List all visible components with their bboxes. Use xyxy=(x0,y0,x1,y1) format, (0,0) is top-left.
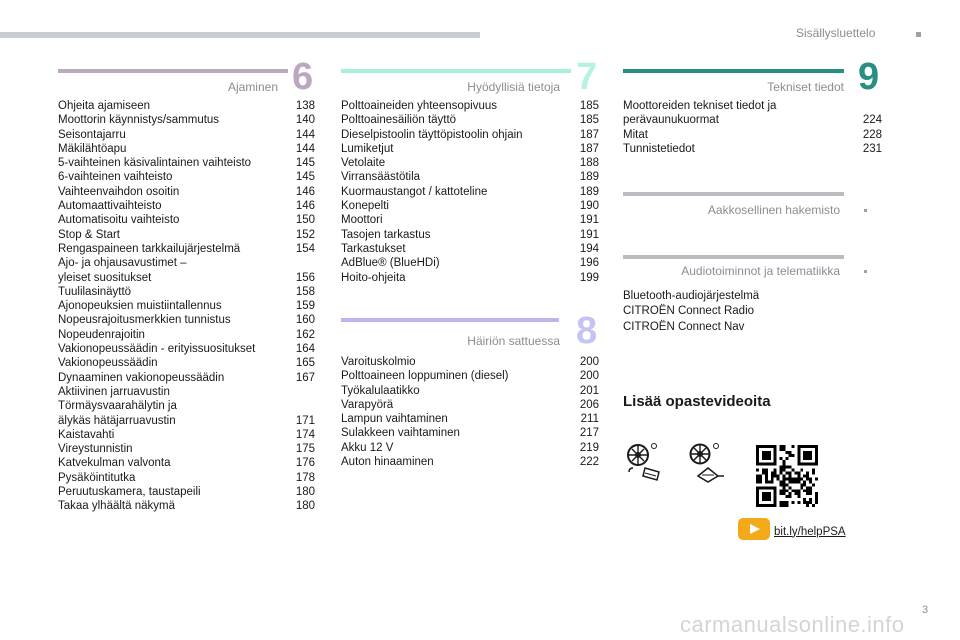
section-8-number: 8 xyxy=(576,310,598,352)
toc-entry-page: 217 xyxy=(579,427,599,440)
toc-entry-page: 187 xyxy=(579,142,599,155)
toc-entry-page: 200 xyxy=(579,370,599,383)
toc-entry-title: Kuormaustangot / kattoteline xyxy=(341,185,488,198)
toc-entry-title: Stop & Start xyxy=(58,228,121,241)
toc-entry-page: 144 xyxy=(295,128,315,141)
toc-entry-title: 6-vaihteinen vaihteisto xyxy=(58,171,173,184)
section-7-title: Hyödyllisiä tietoja xyxy=(467,80,560,94)
toc-entry-page: 191 xyxy=(579,214,599,227)
toc-entry[interactable] xyxy=(341,213,599,227)
audio-marker xyxy=(864,270,867,273)
toc-entry-title: Lumiketjut xyxy=(341,142,394,155)
audio-item: Bluetooth-audiojärjestelmä xyxy=(623,290,760,302)
section-7-toc xyxy=(341,99,599,285)
toc-entry[interactable] xyxy=(58,313,315,327)
toc-entry-title: Rengaspaineen tarkkailujärjestelmä xyxy=(58,242,241,255)
toc-entry-title: Auton hinaaminen xyxy=(341,456,434,469)
section-7-number: 7 xyxy=(576,56,598,98)
toc-entry-title: AdBlue® (BlueHDi) xyxy=(341,257,440,270)
wheel-toolbox-icon xyxy=(625,442,663,489)
toc-entry[interactable] xyxy=(623,128,882,142)
toc-entry-page: 171 xyxy=(295,414,315,427)
toc-entry[interactable] xyxy=(58,242,315,256)
toc-entry-title: Vakionopeussäädin xyxy=(58,357,158,370)
toc-entry[interactable] xyxy=(58,142,315,156)
toc-entry-title: Tunnistetiedot xyxy=(623,142,695,155)
toc-entry-title: Varoituskolmio xyxy=(341,356,416,368)
toc-entry-title: Nopeudenrajoitin xyxy=(58,328,145,341)
toc-entry-page: 228 xyxy=(862,128,882,141)
toc-entry[interactable] xyxy=(58,471,315,485)
section-8-title: Häiriön sattuessa xyxy=(467,334,560,348)
toc-entry-title: Konepelti xyxy=(341,200,389,213)
toc-entry-page: 189 xyxy=(579,171,599,184)
toc-entry[interactable] xyxy=(341,384,599,398)
toc-entry[interactable] xyxy=(341,426,599,440)
toc-entry-title: Vireystunnistin xyxy=(58,443,133,456)
toc-entry[interactable] xyxy=(58,99,315,113)
toc-entry-page: 185 xyxy=(579,114,599,127)
header-bar xyxy=(0,32,480,38)
toc-entry-title: Mitat xyxy=(623,128,648,141)
toc-entry-title: Sulakkeen vaihtaminen xyxy=(341,427,460,440)
toc-entry-page: 175 xyxy=(295,443,315,456)
toc-entry[interactable] xyxy=(341,441,599,455)
toc-entry-page: 188 xyxy=(579,157,599,170)
toc-entry-title: Vetolaite xyxy=(341,157,386,170)
toc-entry[interactable] xyxy=(341,242,599,256)
section-6-number: 6 xyxy=(292,56,314,98)
toc-entry-page: 189 xyxy=(579,185,599,198)
toc-entry-title: Moottorin käynnistys/sammutus xyxy=(58,114,220,127)
toc-entry[interactable] xyxy=(58,199,315,213)
toc-entry[interactable] xyxy=(58,113,315,127)
toc-entry[interactable] xyxy=(58,371,315,385)
toc-entry-title: Dieselpistoolin täyttöpistoolin ohjain xyxy=(341,128,523,141)
toc-entry[interactable] xyxy=(58,156,315,170)
toc-entry-page: 180 xyxy=(295,500,315,513)
toc-entry-page: 150 xyxy=(295,214,315,227)
toc-entry-page: 174 xyxy=(295,428,315,441)
toc-entry[interactable] xyxy=(623,142,882,156)
toc-entry[interactable] xyxy=(341,455,599,469)
video-link[interactable] xyxy=(738,518,846,545)
toc-entry[interactable] xyxy=(341,256,599,270)
toc-entry[interactable] xyxy=(341,185,599,199)
toc-entry[interactable] xyxy=(341,228,599,242)
toc-entry-page: 156 xyxy=(295,271,315,284)
toc-entry-page: 154 xyxy=(295,242,315,255)
toc-entry[interactable] xyxy=(341,199,599,213)
toc-entry-title: Ajonopeuksien muistiintallennus xyxy=(58,300,222,313)
toc-entry-title: Polttoaineen loppuminen (diesel) xyxy=(341,370,509,383)
toc-entry-title: Varapyörä xyxy=(341,398,394,411)
toc-entry[interactable] xyxy=(58,485,315,499)
toc-entry[interactable] xyxy=(58,442,315,456)
page-title: Sisällysluettelo xyxy=(796,26,876,40)
toc-entry[interactable] xyxy=(341,398,599,412)
section-9-number: 9 xyxy=(858,56,880,98)
toc-entry[interactable] xyxy=(341,369,599,383)
audio-list xyxy=(623,289,759,335)
toc-entry[interactable] xyxy=(58,456,315,470)
toc-entry-page: 194 xyxy=(579,242,599,255)
toc-entry-page: 180 xyxy=(295,486,315,499)
toc-entry[interactable] xyxy=(58,213,315,227)
toc-entry-page: 164 xyxy=(295,343,315,356)
toc-entry-title: Hoito-ohjeita xyxy=(341,271,406,284)
toc-entry-title: Mäkilähtöapu xyxy=(58,142,127,155)
toc-entry-title: Vakionopeussäädin - erityissuositukset xyxy=(58,343,256,356)
toc-entry-page: 145 xyxy=(295,171,315,184)
toc-entry-page: 199 xyxy=(579,271,599,284)
audio-item: CITROËN Connect Nav xyxy=(623,320,745,333)
toc-entry[interactable] xyxy=(341,271,599,285)
section-8-bar xyxy=(341,318,559,322)
toc-entry-page: 224 xyxy=(862,114,882,127)
toc-entry-page: 187 xyxy=(579,128,599,141)
toc-entry[interactable] xyxy=(341,113,599,127)
toc-entry-page: 158 xyxy=(295,285,315,298)
header-marker xyxy=(916,32,921,37)
toc-entry[interactable] xyxy=(341,355,599,369)
toc-entry-page: 165 xyxy=(295,357,315,370)
toc-entry-page: 222 xyxy=(579,456,599,469)
toc-entry-title: Automaattivaihteisto xyxy=(58,200,162,213)
toc-entry-page: 201 xyxy=(579,384,599,397)
toc-entry-page: 160 xyxy=(295,314,315,327)
toc-entry-page: 140 xyxy=(295,114,315,127)
toc-entry-title: Polttoainesäiliön täyttö xyxy=(341,114,457,127)
toc-entry[interactable] xyxy=(58,385,315,428)
toc-entry-title: Moottori xyxy=(341,214,383,227)
toc-entry-page: 211 xyxy=(580,413,599,426)
toc-entry[interactable] xyxy=(58,285,315,299)
toc-entry-title: Kaistavahti xyxy=(58,428,115,441)
index-marker xyxy=(864,209,867,212)
toc-entry-page: 185 xyxy=(579,100,599,112)
toc-entry[interactable] xyxy=(58,342,315,356)
toc-entry-title: Tasojen tarkastus xyxy=(341,228,431,241)
qr-code-icon xyxy=(756,445,818,512)
toc-entry-title: Seisontajarru xyxy=(58,128,126,141)
toc-entry-title: Aktiivinen jarruavustin Törmäysvaarahälytin ja älykäs hätäjarruavustin xyxy=(58,385,177,427)
toc-entry[interactable] xyxy=(58,185,315,199)
toc-entry[interactable] xyxy=(58,428,315,442)
toc-entry-title: Polttoaineiden yhteensopivuus xyxy=(341,100,498,112)
toc-entry-title: Automatisoitu vaihteisto xyxy=(58,214,180,227)
toc-entry[interactable] xyxy=(623,99,882,128)
toc-entry[interactable] xyxy=(341,156,599,170)
section-9-bar xyxy=(623,69,844,73)
toc-entry-title: Takaa ylhäältä näkymä xyxy=(58,500,175,513)
toc-entry-page: 145 xyxy=(295,157,315,170)
toc-entry-title: Katvekulman valvonta xyxy=(58,457,171,470)
toc-entry-title: Dynaaminen vakionopeussäädin xyxy=(58,371,225,384)
section-6-title: Ajaminen xyxy=(227,80,278,94)
wheel-jack-icon xyxy=(688,442,726,489)
toc-entry[interactable] xyxy=(58,228,315,242)
toc-entry-page: 190 xyxy=(579,200,599,213)
toc-entry-title: Nopeusrajoitusmerkkien tunnistus xyxy=(58,314,231,327)
toc-entry[interactable] xyxy=(341,412,599,426)
toc-entry[interactable] xyxy=(58,299,315,313)
section-6-toc xyxy=(58,99,315,514)
toc-entry-title: Tarkastukset xyxy=(341,242,406,255)
section-6-bar xyxy=(58,69,288,73)
toc-entry-page: 196 xyxy=(579,257,599,270)
toc-entry[interactable] xyxy=(341,142,599,156)
toc-entry-page: 219 xyxy=(579,441,599,454)
page-number: 3 xyxy=(922,604,929,616)
toc-entry-title: Ohjeita ajamiseen xyxy=(58,100,151,112)
toc-entry-page: 162 xyxy=(295,328,315,341)
toc-entry-title: Lampun vaihtaminen xyxy=(341,413,448,426)
toc-entry-page: 138 xyxy=(295,100,315,112)
youtube-icon xyxy=(738,518,770,545)
toc-entry-page: 152 xyxy=(295,228,315,241)
section-9-toc xyxy=(623,99,882,156)
toc-entry-page: 146 xyxy=(295,200,315,213)
toc-entry-title: 5-vaihteinen käsivalintainen vaihteisto xyxy=(58,157,252,170)
toc-entry[interactable] xyxy=(341,170,599,184)
toc-entry-title: Pysäköintitutka xyxy=(58,471,136,484)
toc-entry-page: 206 xyxy=(579,398,599,411)
toc-entry[interactable] xyxy=(58,356,315,370)
audio-item: CITROËN Connect Radio xyxy=(623,305,755,318)
section-9-title: Tekniset tiedot xyxy=(767,80,844,94)
toc-entry-title: Moottoreiden tekniset tiedot ja perävaunukuormat xyxy=(623,100,777,127)
toc-entry[interactable] xyxy=(341,128,599,142)
index-title: Aakkosellinen hakemisto xyxy=(707,203,840,217)
toc-entry-page: 191 xyxy=(579,228,599,241)
toc-entry-page: 146 xyxy=(295,185,315,198)
toc-entry-title: Peruutuskamera, taustapeili xyxy=(58,486,201,499)
section-8-toc xyxy=(341,355,599,469)
toc-entry-title: Akku 12 V xyxy=(341,441,394,454)
toc-entry[interactable] xyxy=(58,328,315,342)
toc-entry-page: 159 xyxy=(295,300,315,313)
toc-entry-title: Tuulilasinäyttö xyxy=(58,285,132,298)
toc-entry-page: 176 xyxy=(295,457,315,470)
toc-entry[interactable] xyxy=(58,499,315,513)
toc-entry[interactable] xyxy=(341,99,599,113)
audio-title: Audiotoiminnot ja telematiikka xyxy=(681,264,840,278)
toc-entry-title: Ajo- ja ohjausavustimet – yleiset suositukset xyxy=(58,257,187,284)
watermark: carmanualsonline.info xyxy=(680,612,905,637)
toc-entry-title: Vaihteenvaihdon osoitin xyxy=(58,185,180,198)
toc-entry[interactable] xyxy=(58,128,315,142)
video-link-text[interactable]: bit.ly/helpPSA xyxy=(774,525,846,538)
toc-entry-page: 200 xyxy=(579,356,599,368)
videos-title: Lisää opastevideoita xyxy=(623,393,771,410)
toc-entry-page: 231 xyxy=(862,142,882,155)
toc-entry[interactable] xyxy=(58,170,315,184)
toc-entry-title: Virransäästötila xyxy=(341,171,421,184)
index-bar xyxy=(623,192,844,196)
toc-entry-page: 167 xyxy=(295,371,315,384)
toc-entry-page: 178 xyxy=(295,471,315,484)
toc-entry[interactable] xyxy=(58,256,315,285)
toc-entry-title: Työkalulaatikko xyxy=(341,384,420,397)
audio-bar xyxy=(623,255,844,259)
toc-entry-page: 144 xyxy=(295,142,315,155)
section-7-bar xyxy=(341,69,571,73)
